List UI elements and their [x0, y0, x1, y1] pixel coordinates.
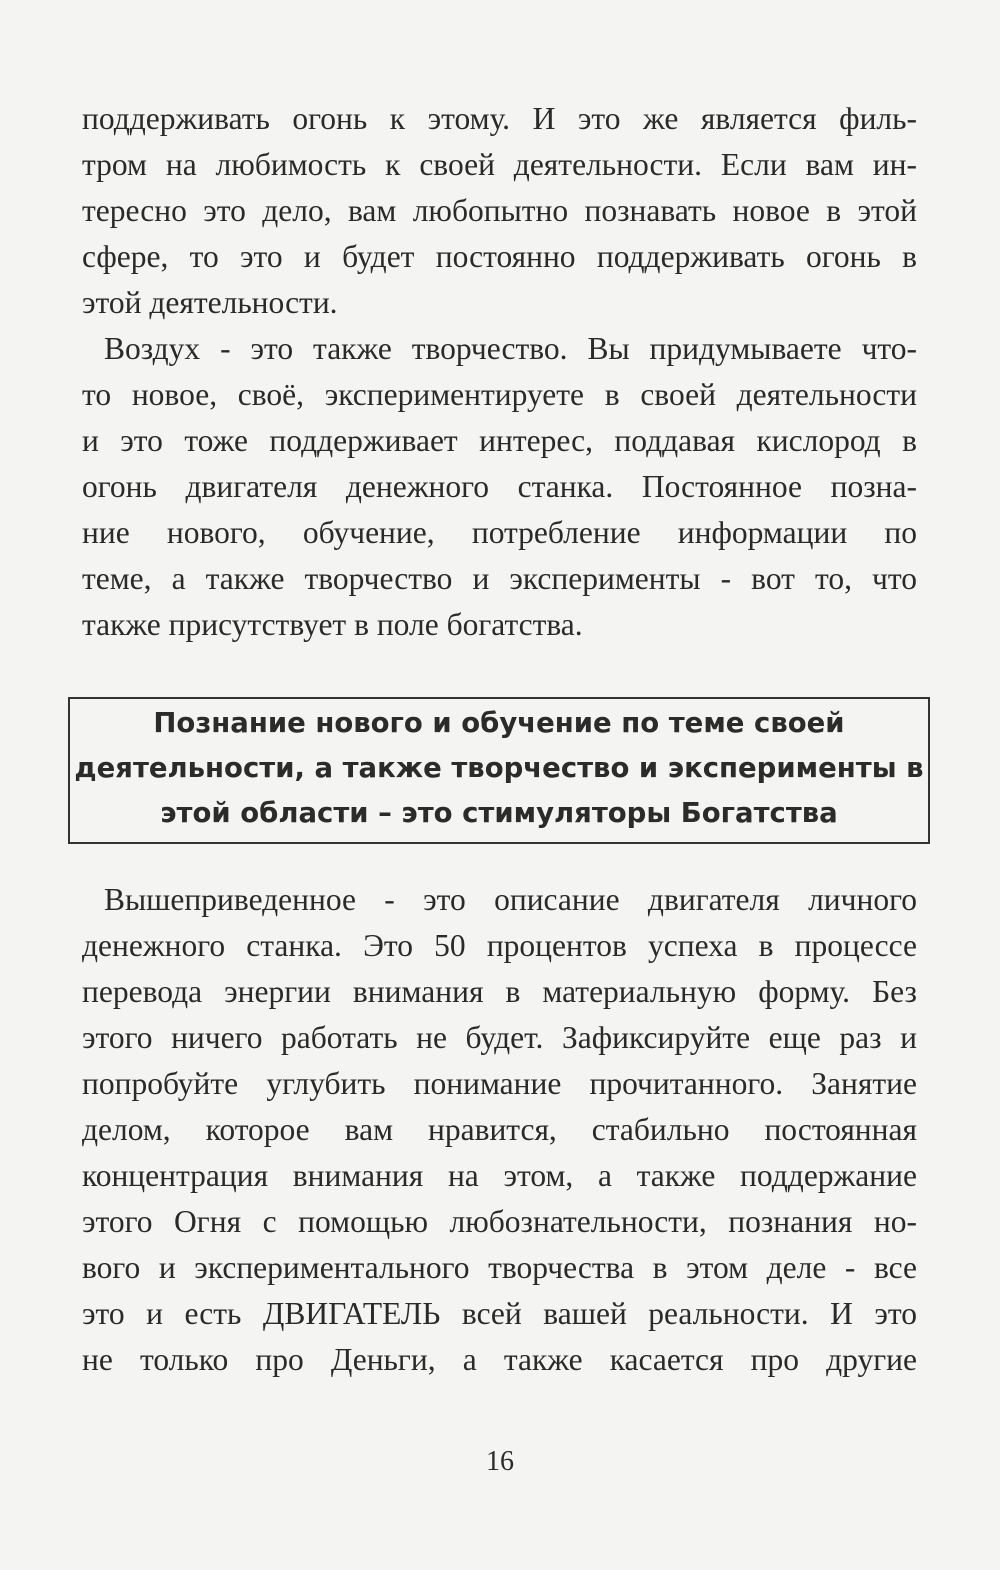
text-line: и это тоже поддерживает интерес, поддавая кислород в — [82, 423, 917, 458]
text-line: делом, которое вам нравится, стабильно постоянная — [82, 1112, 917, 1147]
text-line: огонь двигателя денежного станка. Постоянное позна- — [82, 469, 917, 504]
text-line: вого и экспериментального творчества в этом деле - все — [82, 1250, 917, 1285]
text-line: это и есть ДВИГАТЕЛЬ всей вашей реальности. И это — [82, 1296, 917, 1331]
text-line: этой деятельности. — [82, 285, 338, 320]
text-line: то новое, своё, экспериментируете в своей деятельности — [82, 377, 917, 412]
text-line: тересно это дело, вам любопытно познавать новое в этой — [82, 193, 917, 228]
text-line: перевода энергии внимания в материальную форму. Без — [82, 974, 917, 1009]
text-line: теме, а также творчество и эксперименты - вот то, что — [82, 561, 917, 596]
text-line: не только про Деньги, а также касается про другие — [82, 1342, 917, 1377]
text-line: поддерживать огонь к этому. И это же является филь- — [82, 101, 917, 136]
text-line: Вышеприведенное - это описание двигателя личного — [104, 882, 917, 917]
text-line: попробуйте углубить понимание прочитанного. Занятие — [82, 1066, 917, 1101]
text-line: тром на любимость к своей деятельности. Если вам ин- — [82, 147, 917, 182]
page-number: 16 — [486, 1446, 514, 1477]
callout-line: этой области – это стимуляторы Богатства — [160, 797, 838, 829]
text-line: также присутствует в поле богатства. — [82, 607, 583, 642]
callout-line: Познание нового и обучение по теме своей — [153, 707, 845, 739]
text-line: этого ничего работать не будет. Зафиксируйте еще раз и — [82, 1020, 917, 1055]
callout-line: деятельности, а также творчество и эксперименты в — [74, 752, 924, 784]
text-line: Воздух - это также творчество. Вы придумываете что- — [104, 331, 917, 366]
text-line: концентрация внимания на этом, а также поддержание — [82, 1158, 917, 1193]
text-line: ние нового, обучение, потребление информации по — [82, 515, 917, 550]
text-line: этого Огня с помощью любознательности, познания но- — [82, 1204, 917, 1239]
text-line: денежного станка. Это 50 процентов успеха в процессе — [82, 928, 917, 963]
highlight-box — [68, 697, 930, 844]
text-line: сфере, то это и будет постоянно поддерживать огонь в — [82, 239, 917, 274]
